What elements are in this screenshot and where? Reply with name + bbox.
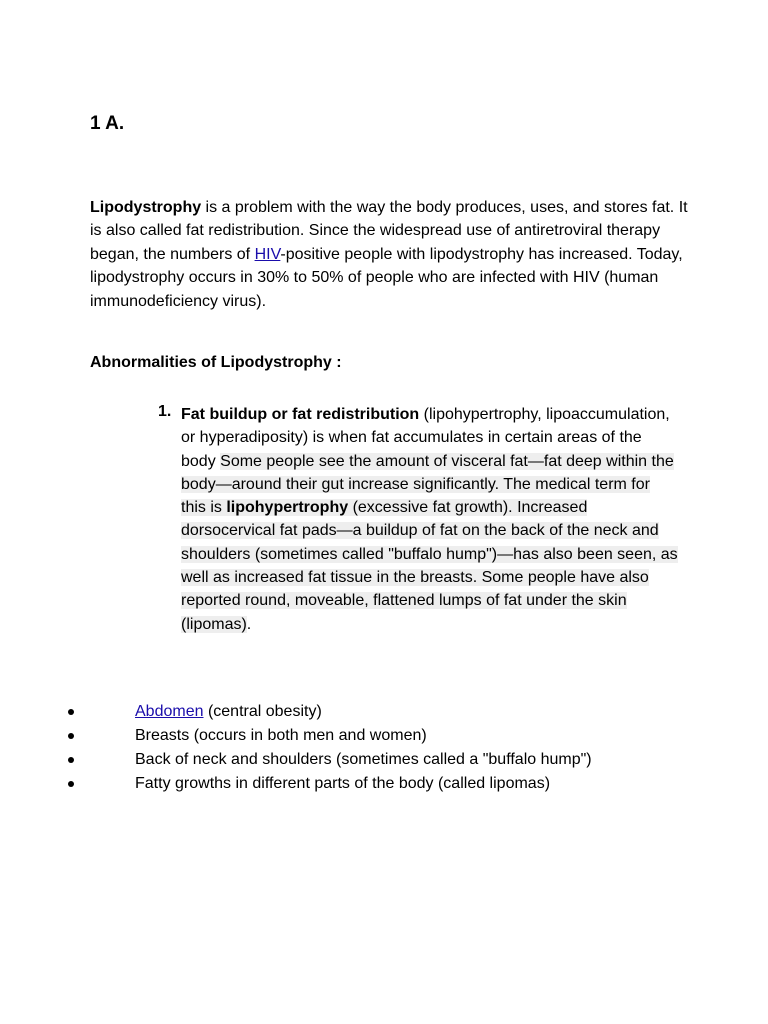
numbered-item-text-1: (lipohypertrophy, lipoaccumulation, or hyperadiposity) is when fat accumulates in certain areas of the body — [181, 406, 670, 470]
abnormalities-subheading: Abnormalities of Lipodystrophy : — [90, 354, 342, 371]
list-item — [60, 700, 700, 724]
bullet-icon — [68, 781, 74, 787]
bullet-icon — [68, 757, 74, 763]
hiv-link[interactable]: HIV — [254, 245, 281, 263]
list-item — [60, 772, 700, 796]
list-item — [60, 724, 700, 748]
numbered-item-lead: Fat buildup or fat redistribution — [181, 406, 420, 423]
list-number: 1. — [158, 403, 172, 420]
bullet-icon — [68, 709, 74, 715]
intro-text-after-link: -positive people with lipodystrophy has increased. Today, lipodystrophy occurs in 30% to 50% of people who are infected with HIV (human immunodeficiency virus). — [90, 245, 683, 310]
bullet-text — [135, 700, 322, 724]
bullet-list — [60, 700, 700, 796]
abdomen-link[interactable]: Abdomen — [135, 703, 204, 720]
bullet-text: Breasts (occurs in both men and women) — [135, 727, 427, 744]
list-item — [60, 748, 700, 772]
intro-text-before-link: is a problem with the way the body produces, uses, and stores fat. It is also called fat redistribution. Since the widespread use of antiretroviral therapy began, the numbers of — [90, 199, 688, 263]
bullet-icon — [68, 733, 74, 739]
numbered-item-text-end: . — [246, 615, 252, 633]
intro-paragraph — [90, 196, 690, 313]
bullet-text: Back of neck and shoulders (sometimes called a "buffalo hump") — [135, 751, 592, 768]
bullet-text: Fatty growths in different parts of the body (called lipomas) — [135, 775, 551, 792]
numbered-item-text-3: (excessive fat growth). Increased dorsocervical fat pads—a buildup of fat on the back of the neck and shoulders (sometimes called "buffalo hump")—has also been seen, as well as increased fat tissue in the breasts. Some people have also reported round, moveable, flattened lumps of fat under the skin (lipomas) — [181, 499, 678, 633]
numbered-item-text-2: Some people see the amount of visceral fat—fat deep within the body—around their gut increase significantly. The medical term for this is — [181, 452, 674, 517]
section-heading: 1 A. — [90, 113, 125, 134]
numbered-item-bold-term: lipohypertrophy — [226, 499, 349, 517]
intro-term: Lipodystrophy — [90, 199, 202, 216]
numbered-item-body — [181, 403, 678, 636]
bullet-text-rest: (central obesity) — [203, 703, 322, 720]
